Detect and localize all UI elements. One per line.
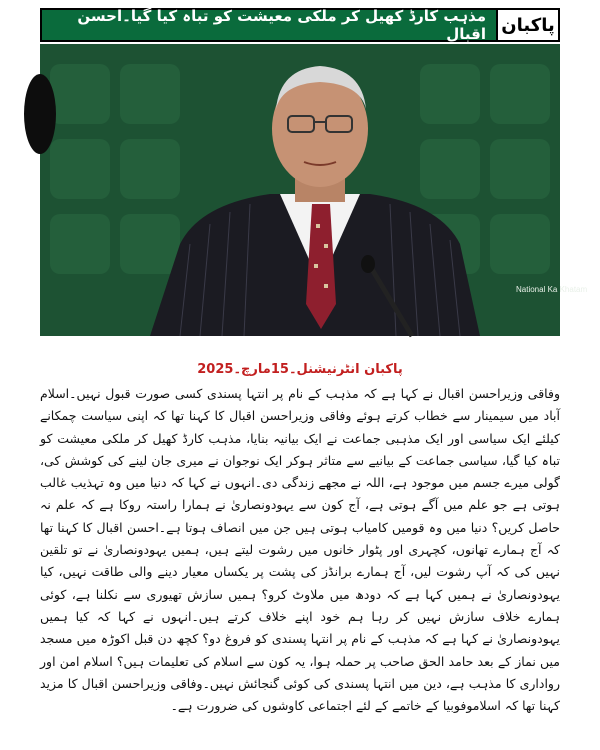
speaker-image — [40, 44, 588, 336]
news-photo — [40, 44, 588, 336]
headline-banner — [40, 8, 560, 42]
article-body: وفاقی وزیراحسن اقبال نے کہا ہے کہ مذہب کے نام پر انتہا پسندی کسی صورت قبول نہیں۔اسلام آباد میں سیمینار سے خطاب کرتے ہوئے وفاقی وزیراحسن اقبال کا کہنا تھا کہ اپنی سیاست چمکانے کیلئے ایک سیاسی اور ایک مذہبی جماعت نے ایک بیانیہ بنایا، مذہب کارڈ کھیل کر ملکی معیشت کو تباہ کیا گیا، سیاسی جماعت کے بیانیے سے متاثر ہوکر ایک نوجوان نے میری جان لینے کی کوشش کی، گولی میرے جسم میں موجود ہے، اللہ نے مجھے زندگی دی۔انہوں نے کہا کہ دنیا میں وہ تہذیب غالب ہوتی ہے جو علم میں آگے ہوتی ہے، آج کون سے یہودونصاریٰ نے ہمارا راستہ روکا ہے کہ علم نہ حاصل کریں؟ دنیا میں وہ قومیں کامیاب ہوتی ہیں جن میں انصاف ہوتا ہے۔احسن اقبال کا کہنا تھا کہ آج ہمارے تھانوں، کچہری اور پٹوار خانوں میں رشوت لیتے ہیں، ہمیں یہودونصاریٰ نے تو تلقین نہیں کی کہ آپ رشوت لیں، آج ہمارے برانڈز کی پشت پر یکساں معیار دینے والی طاقت نہیں، کیا یہودونصاریٰ نے ہمیں کہا ہے کہ دودھ میں ملاوٹ کرو؟ ہمیں سازش تھیوری سے نکلنا ہے، کوئی ہمارے خلاف سازش نہیں کر رہا ہم خود اپنے خلاف کرتے ہیں۔انہوں نے کہا کہ کیا ہمیں یہودونصاریٰ نے کہا ہے کہ مذہب کے نام پر انتہا پسندی کو فروغ دو؟ کچھ دن قبل اکوڑہ میں مسجد میں نماز کے بعد حامد الحق صاحب پر حملہ ہوا، یہ کون سے اسلام کی تعلیمات ہیں؟ اسلام امن اور رواداری کا مذہب ہے، دین میں انتہا پسندی کی کوئی گنجائش نہیں۔وفاقی وزیراحسن اقبال کا مزید کہنا تھا کہ اسلاموفوبیا کے خاتمے کے لئے اجتماعی کاوشوں کی ضرورت ہے۔ — [40, 386, 560, 714]
brand-logo: پاکبان — [498, 10, 558, 40]
dateline: پاکبان انٹرنیشنل۔15مارچ۔2025 — [197, 362, 403, 377]
backdrop-text: National Ka Khatam — [516, 285, 588, 294]
headline-text: مذہب کارڈ کھیل کر ملکی معیشت کو تباہ کیا گیا۔احسن اقبال — [42, 10, 496, 40]
